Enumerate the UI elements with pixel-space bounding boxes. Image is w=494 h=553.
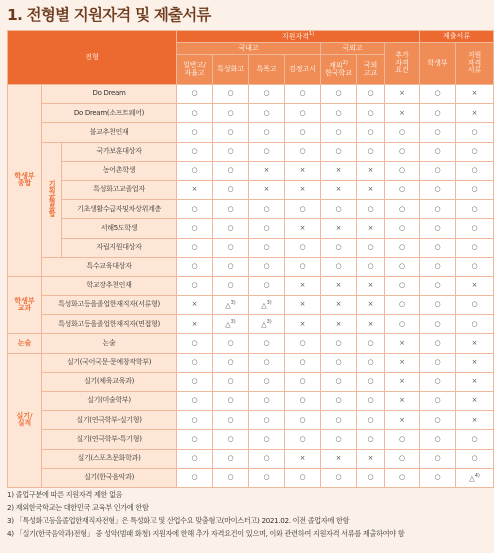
eligibility-mark: ○ <box>321 123 357 142</box>
eligibility-mark: ○ <box>385 276 420 295</box>
header-documents: 제출서류 <box>420 31 494 43</box>
eligibility-mark: ○ <box>249 142 285 161</box>
eligibility-mark: ○ <box>456 200 494 219</box>
track-name: 학교장추천인재 <box>42 276 177 295</box>
eligibility-mark: ○ <box>456 123 494 142</box>
eligibility-mark: ○ <box>385 123 420 142</box>
eligibility-mark: × <box>321 276 357 295</box>
track-name: 실기(미술학부) <box>42 392 177 411</box>
track-name: 기초생활수급자및차상위계층 <box>62 200 177 219</box>
eligibility-mark: ○ <box>213 392 249 411</box>
eligibility-mark: ○ <box>456 238 494 257</box>
footnote: 1) 졸업구분에 따른 지원자격 제한 없음 <box>7 490 123 499</box>
eligibility-mark: ○ <box>456 296 494 315</box>
eligibility-mark: ○ <box>213 85 249 104</box>
eligibility-mark: ○ <box>213 200 249 219</box>
eligibility-mark: △$^{4)}$ <box>456 468 494 487</box>
eligibility-mark: × <box>357 180 385 199</box>
eligibility-mark: ○ <box>285 123 321 142</box>
eligibility-mark: ○ <box>285 430 321 449</box>
eligibility-mark: ○ <box>249 123 285 142</box>
table-row <box>8 468 494 487</box>
table-row <box>8 334 494 353</box>
eligibility-mark: △$^{3)}$ <box>249 296 285 315</box>
track-name: 농어촌학생 <box>62 161 177 180</box>
eligibility-mark: ○ <box>456 142 494 161</box>
track-name: 실기(국어국문·문예창작학부) <box>42 353 177 372</box>
table-row <box>8 315 494 334</box>
track-name: 특성화고등을졸업한재직자(면접형) <box>42 315 177 334</box>
eligibility-mark: ○ <box>321 238 357 257</box>
eligibility-mark: ○ <box>385 161 420 180</box>
group-label: 학생부 종합 <box>8 85 42 277</box>
eligibility-mark: ○ <box>177 276 213 295</box>
footnote: 3) 「특성화고등을졸업한재직자전형」은 특성화고 및 산업수요 맞춤형고(마이스터고) 2021.02. 이전 졸업자에 한함 <box>7 516 350 525</box>
eligibility-mark: ○ <box>177 468 213 487</box>
eligibility-mark: ○ <box>357 123 385 142</box>
eligibility-mark: ○ <box>357 85 385 104</box>
eligibility-mark: ○ <box>213 219 249 238</box>
eligibility-mark: ○ <box>213 180 249 199</box>
table-row <box>8 180 494 199</box>
eligibility-mark: △$^{3)}$ <box>213 315 249 334</box>
table-row <box>8 392 494 411</box>
eligibility-mark: ○ <box>321 104 357 123</box>
eligibility-mark: ○ <box>213 449 249 468</box>
group-label: 실기/ 실적 <box>8 353 42 487</box>
header-special: 특목고 <box>249 55 285 85</box>
eligibility-mark: ○ <box>177 104 213 123</box>
eligibility-mark: ○ <box>321 142 357 161</box>
header-foreign: 국외 고교 <box>357 55 385 85</box>
eligibility-mark: ○ <box>213 334 249 353</box>
eligibility-mark: × <box>321 449 357 468</box>
track-name: 국가보훈대상자 <box>62 142 177 161</box>
table-row <box>8 276 494 295</box>
eligibility-mark: ○ <box>420 296 456 315</box>
eligibility-mark: ○ <box>285 468 321 487</box>
table-row <box>8 430 494 449</box>
eligibility-mark: × <box>321 180 357 199</box>
eligibility-mark: ○ <box>420 85 456 104</box>
eligibility-mark: × <box>285 449 321 468</box>
eligibility-mark: × <box>321 161 357 180</box>
eligibility-mark: ○ <box>385 238 420 257</box>
eligibility-mark: × <box>385 353 420 372</box>
eligibility-mark: ○ <box>420 257 456 276</box>
eligibility-mark: ○ <box>385 142 420 161</box>
eligibility-mark: ○ <box>420 392 456 411</box>
eligibility-mark: ○ <box>420 334 456 353</box>
eligibility-mark: ○ <box>285 238 321 257</box>
table-row <box>8 257 494 276</box>
eligibility-mark: ○ <box>249 219 285 238</box>
header-eligibility: 지원자격$^{1)}$ <box>177 31 420 43</box>
eligibility-mark: ○ <box>177 430 213 449</box>
eligibility-mark: × <box>357 296 385 315</box>
eligibility-mark: ○ <box>285 334 321 353</box>
eligibility-mark: ○ <box>385 468 420 487</box>
eligibility-mark: ○ <box>357 257 385 276</box>
eligibility-mark: ○ <box>177 85 213 104</box>
eligibility-mark: × <box>385 334 420 353</box>
eligibility-mark: ○ <box>420 468 456 487</box>
eligibility-mark: ○ <box>213 372 249 391</box>
eligibility-mark: ○ <box>177 334 213 353</box>
header-additional: 추가 자격 요건 <box>385 43 420 85</box>
eligibility-mark: × <box>285 296 321 315</box>
eligibility-mark: ○ <box>249 85 285 104</box>
eligibility-mark: ○ <box>285 142 321 161</box>
eligibility-mark: ○ <box>357 372 385 391</box>
eligibility-mark: × <box>177 180 213 199</box>
eligibility-mark: ○ <box>177 161 213 180</box>
eligibility-mark: ○ <box>420 276 456 295</box>
eligibility-mark: ○ <box>420 238 456 257</box>
table-row <box>8 123 494 142</box>
eligibility-mark: ○ <box>420 104 456 123</box>
eligibility-mark: × <box>285 161 321 180</box>
eligibility-mark: × <box>321 315 357 334</box>
eligibility-mark: × <box>249 161 285 180</box>
track-name: 불교추천인재 <box>42 123 177 142</box>
eligibility-mark: ○ <box>357 392 385 411</box>
eligibility-mark: ○ <box>321 392 357 411</box>
eligibility-mark: × <box>285 180 321 199</box>
track-name: Do Dream(소프트웨어) <box>42 104 177 123</box>
eligibility-mark: ○ <box>177 449 213 468</box>
eligibility-mark: ○ <box>177 257 213 276</box>
eligibility-mark: ○ <box>420 200 456 219</box>
track-name: Do Dream <box>42 85 177 104</box>
eligibility-mark: ○ <box>385 430 420 449</box>
eligibility-mark: × <box>385 411 420 430</box>
subgroup-label: 기회균형통합 <box>42 142 62 257</box>
page-title: 1. 전형별 지원자격 및 제출서류 <box>7 6 211 24</box>
eligibility-mark: ○ <box>249 104 285 123</box>
eligibility-mark: △$^{3)}$ <box>249 315 285 334</box>
eligibility-mark: ○ <box>213 238 249 257</box>
eligibility-mark: ○ <box>213 123 249 142</box>
eligibility-mark: ○ <box>213 430 249 449</box>
table-row <box>8 411 494 430</box>
eligibility-mark: ○ <box>357 104 385 123</box>
eligibility-mark: × <box>357 315 385 334</box>
eligibility-mark: × <box>456 353 494 372</box>
eligibility-mark: ○ <box>285 104 321 123</box>
footnote: 2) 재외한국학교는 대한민국 교육부 인가에 한함 <box>7 503 149 512</box>
eligibility-mark: ○ <box>420 315 456 334</box>
eligibility-mark: ○ <box>285 257 321 276</box>
eligibility-mark: ○ <box>249 200 285 219</box>
eligibility-mark: ○ <box>249 392 285 411</box>
eligibility-mark: ○ <box>285 392 321 411</box>
eligibility-mark: × <box>357 449 385 468</box>
eligibility-mark: ○ <box>456 430 494 449</box>
eligibility-mark: ○ <box>177 238 213 257</box>
eligibility-mark: ○ <box>249 430 285 449</box>
eligibility-mark: ○ <box>249 449 285 468</box>
eligibility-mark: ○ <box>385 296 420 315</box>
eligibility-mark: ○ <box>213 353 249 372</box>
eligibility-mark: × <box>357 276 385 295</box>
eligibility-mark: ○ <box>420 449 456 468</box>
eligibility-mark: ○ <box>385 257 420 276</box>
eligibility-mark: × <box>285 315 321 334</box>
eligibility-mark: × <box>357 219 385 238</box>
eligibility-mark: ○ <box>321 85 357 104</box>
header-domestic: 국내고 <box>177 43 321 55</box>
eligibility-mark: ○ <box>177 219 213 238</box>
track-name: 서해5도학생 <box>62 219 177 238</box>
eligibility-mark: ○ <box>321 468 357 487</box>
eligibility-mark: ○ <box>420 411 456 430</box>
eligibility-mark: ○ <box>321 353 357 372</box>
eligibility-mark: × <box>456 411 494 430</box>
eligibility-mark: ○ <box>249 372 285 391</box>
eligibility-mark: ○ <box>456 180 494 199</box>
eligibility-mark: ○ <box>357 142 385 161</box>
eligibility-mark: ○ <box>385 200 420 219</box>
table-row <box>8 104 494 123</box>
table-row <box>8 161 494 180</box>
table-row <box>8 353 494 372</box>
eligibility-mark: ○ <box>249 276 285 295</box>
track-name: 자립지원대상자 <box>62 238 177 257</box>
eligibility-mark: ○ <box>177 411 213 430</box>
eligibility-mark: ○ <box>385 180 420 199</box>
eligibility-mark: ○ <box>213 142 249 161</box>
table-row <box>8 372 494 391</box>
track-name: 특수교육대상자 <box>42 257 177 276</box>
group-label: 학생부 교과 <box>8 276 42 334</box>
eligibility-mark: ○ <box>321 257 357 276</box>
eligibility-mark: ○ <box>420 123 456 142</box>
eligibility-mark: × <box>285 276 321 295</box>
eligibility-mark: × <box>456 392 494 411</box>
eligibility-mark: × <box>456 85 494 104</box>
header-qual-docs: 지원 자격 서류 <box>456 43 494 85</box>
eligibility-mark: ○ <box>249 257 285 276</box>
track-name: 실기(연극학부-실기형) <box>42 411 177 430</box>
eligibility-mark: ○ <box>420 142 456 161</box>
eligibility-mark: × <box>321 296 357 315</box>
table-row <box>8 238 494 257</box>
header-overseas-kr: 재외$^{2)}$ 한국학교 <box>321 55 357 85</box>
header-special-purpose: 특성화고 <box>213 55 249 85</box>
eligibility-mark: ○ <box>357 468 385 487</box>
eligibility-mark: ○ <box>385 449 420 468</box>
eligibility-mark: × <box>385 85 420 104</box>
eligibility-mark: ○ <box>213 104 249 123</box>
table-row <box>8 449 494 468</box>
eligibility-mark: × <box>385 104 420 123</box>
header-student-record: 학생부 <box>420 43 456 85</box>
eligibility-mark: ○ <box>321 372 357 391</box>
track-name: 실기(체육교육과) <box>42 372 177 391</box>
eligibility-mark: ○ <box>357 430 385 449</box>
eligibility-mark: ○ <box>177 200 213 219</box>
eligibility-mark: ○ <box>357 334 385 353</box>
eligibility-mark: ○ <box>420 180 456 199</box>
track-name: 논술 <box>42 334 177 353</box>
eligibility-mark: ○ <box>249 353 285 372</box>
eligibility-mark: × <box>177 315 213 334</box>
eligibility-mark: × <box>385 372 420 391</box>
eligibility-mark: ○ <box>249 411 285 430</box>
eligibility-mark: ○ <box>177 392 213 411</box>
eligibility-mark: ○ <box>420 372 456 391</box>
eligibility-mark: ○ <box>249 238 285 257</box>
eligibility-mark: ○ <box>321 430 357 449</box>
eligibility-mark: × <box>456 372 494 391</box>
eligibility-mark: × <box>456 276 494 295</box>
eligibility-mark: × <box>249 180 285 199</box>
track-name: 실기(한국음악과) <box>42 468 177 487</box>
header-general: 일반고/ 자율고 <box>177 55 213 85</box>
eligibility-mark: ○ <box>213 257 249 276</box>
eligibility-mark: ○ <box>213 468 249 487</box>
table-row <box>8 200 494 219</box>
eligibility-mark: ○ <box>285 411 321 430</box>
eligibility-mark: × <box>385 392 420 411</box>
header-ged: 검정고시 <box>285 55 321 85</box>
table-row <box>8 142 494 161</box>
eligibility-mark: ○ <box>285 200 321 219</box>
eligibility-mark: ○ <box>321 411 357 430</box>
eligibility-mark: × <box>456 104 494 123</box>
eligibility-mark: ○ <box>456 315 494 334</box>
footnote: 4) 「실기(한국음악과)전형」 중 성악(범패 화청) 지원자에 한해 추가 자격요건이 있으며, 이와 관련하여 지원자격 서류를 제출하여야 함 <box>7 529 405 538</box>
eligibility-mark: ○ <box>285 353 321 372</box>
eligibility-mark: ○ <box>357 200 385 219</box>
header-intl: 국외고 <box>321 43 385 55</box>
table-row <box>8 296 494 315</box>
eligibility-mark: ○ <box>321 200 357 219</box>
eligibility-mark: ○ <box>177 142 213 161</box>
track-name: 실기(스포츠문화학과) <box>42 449 177 468</box>
eligibility-mark: ○ <box>456 449 494 468</box>
eligibility-mark: ○ <box>213 161 249 180</box>
eligibility-mark: × <box>456 334 494 353</box>
eligibility-mark: ○ <box>285 372 321 391</box>
eligibility-mark: ○ <box>177 123 213 142</box>
eligibility-mark: ○ <box>456 219 494 238</box>
eligibility-table <box>7 30 494 488</box>
eligibility-mark: ○ <box>420 219 456 238</box>
eligibility-mark: ○ <box>456 257 494 276</box>
eligibility-mark: ○ <box>357 238 385 257</box>
eligibility-mark: ○ <box>385 219 420 238</box>
eligibility-mark: × <box>177 296 213 315</box>
eligibility-mark: ○ <box>385 315 420 334</box>
eligibility-mark: ○ <box>285 85 321 104</box>
eligibility-mark: ○ <box>213 411 249 430</box>
eligibility-mark: ○ <box>357 411 385 430</box>
table-row <box>8 219 494 238</box>
table-row <box>8 85 494 104</box>
eligibility-mark: ○ <box>420 430 456 449</box>
track-name: 특성화고등을졸업한재직자(서류형) <box>42 296 177 315</box>
group-label: 논술 <box>8 334 42 353</box>
header-track: 전형 <box>8 31 177 85</box>
eligibility-mark: ○ <box>177 372 213 391</box>
eligibility-mark: ○ <box>249 334 285 353</box>
eligibility-mark: ○ <box>456 161 494 180</box>
footnotes <box>7 488 492 540</box>
eligibility-mark: × <box>321 219 357 238</box>
eligibility-mark: ○ <box>213 276 249 295</box>
track-name: 특성화고교졸업자 <box>62 180 177 199</box>
eligibility-mark: △$^{3)}$ <box>213 296 249 315</box>
eligibility-mark: ○ <box>420 353 456 372</box>
eligibility-mark: ○ <box>420 161 456 180</box>
eligibility-mark: ○ <box>249 468 285 487</box>
eligibility-mark: ○ <box>177 353 213 372</box>
eligibility-mark: × <box>357 161 385 180</box>
eligibility-mark: ○ <box>321 334 357 353</box>
eligibility-mark: ○ <box>357 353 385 372</box>
eligibility-mark: × <box>285 219 321 238</box>
track-name: 실기(연극학부-특기형) <box>42 430 177 449</box>
